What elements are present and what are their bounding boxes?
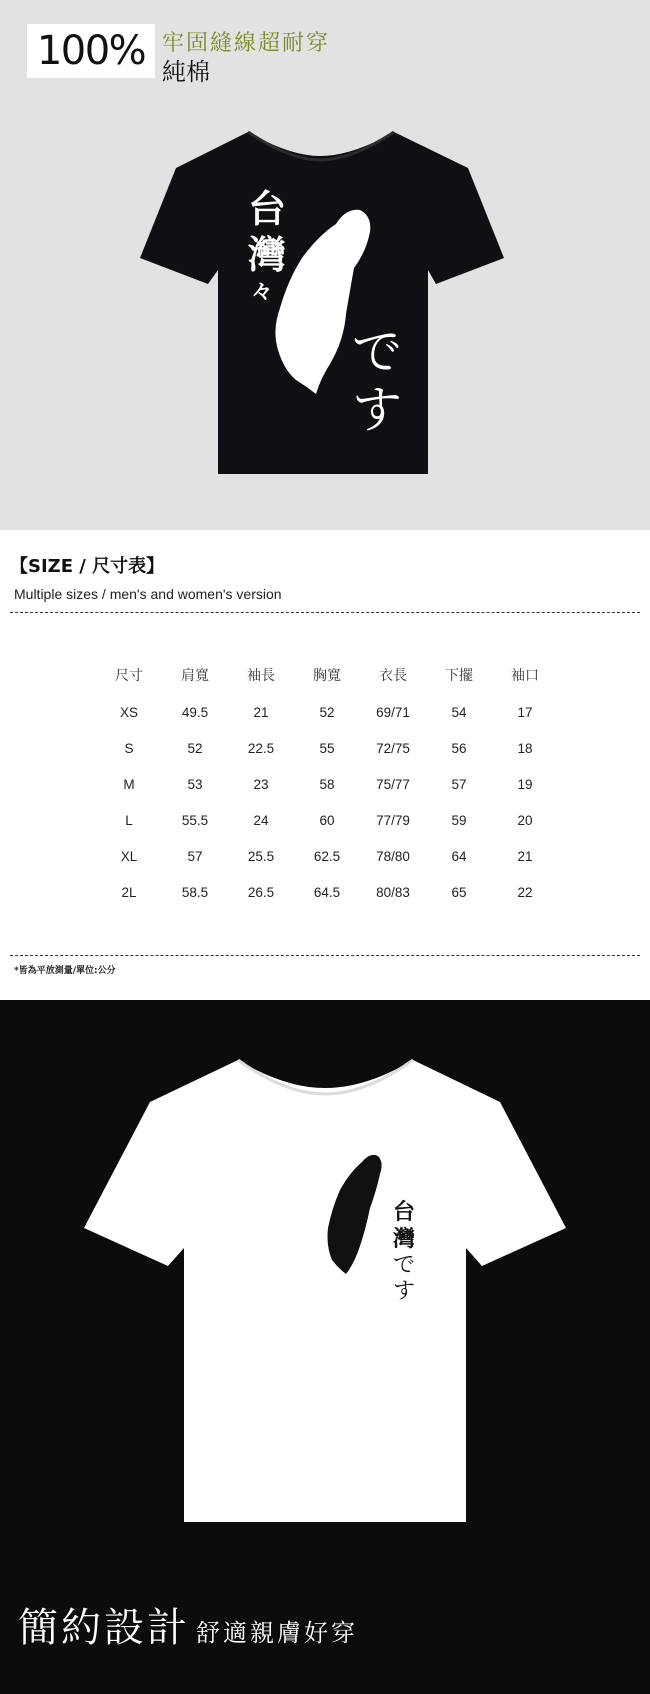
print-char-de: で <box>352 323 402 381</box>
table-cell: 49.5 <box>181 704 209 720</box>
table-cell: 21 <box>253 704 269 720</box>
table-cell: M <box>123 776 135 792</box>
slogan <box>18 1596 358 1653</box>
slogan-main: 簡約設計 <box>18 1605 190 1651</box>
table-cell: 57 <box>451 776 467 792</box>
table-row <box>96 694 558 730</box>
table-cell: 25.5 <box>247 848 275 864</box>
table-cell: 65 <box>451 884 467 900</box>
table-cell: 69/71 <box>376 704 410 720</box>
product-hero-black <box>0 0 650 530</box>
print-char-de: で <box>393 1253 416 1278</box>
table-cell: 21 <box>517 848 533 864</box>
header-cell: 下擺 <box>445 668 473 684</box>
size-section-subtitle: Multiple sizes / men's and women's version <box>14 586 282 602</box>
table-cell: 52 <box>319 704 335 720</box>
divider-top <box>10 612 640 613</box>
product-hero-white <box>0 1000 650 1694</box>
table-cell: 52 <box>187 740 203 756</box>
table-cell: 55 <box>319 740 335 756</box>
print-char-wan: 灣 <box>248 232 287 277</box>
size-table-header <box>96 656 558 694</box>
table-cell: 24 <box>253 812 269 828</box>
table-cell: L <box>125 812 133 828</box>
print-char-wan: 灣 <box>393 1226 416 1252</box>
material-label: 純棉 <box>162 58 210 86</box>
table-cell: 58 <box>319 776 335 792</box>
table-cell: 62.5 <box>313 848 341 864</box>
black-tshirt-image <box>120 118 520 488</box>
table-row <box>96 874 558 910</box>
table-cell: S <box>124 740 134 756</box>
table-cell: 72/75 <box>376 740 410 756</box>
header-cell: 衣長 <box>379 668 407 684</box>
table-row <box>96 838 558 874</box>
header-cell: 袖長 <box>247 668 275 684</box>
header-cell: 肩寬 <box>181 668 209 684</box>
table-cell: 19 <box>517 776 533 792</box>
table-cell: 17 <box>517 704 533 720</box>
print-char-su: す <box>352 381 402 439</box>
header-cell: 胸寬 <box>313 668 341 684</box>
size-section-title: 【SIZE / 尺寸表】 <box>10 556 165 577</box>
table-cell: XL <box>120 848 138 864</box>
header-cell: 袖口 <box>511 668 539 684</box>
divider-bottom <box>10 955 640 956</box>
print-char-su: す <box>393 1279 416 1304</box>
header-cell: 尺寸 <box>115 668 143 684</box>
cotton-badge <box>27 24 155 78</box>
print-char-mark: 々 <box>251 279 274 305</box>
table-cell: 54 <box>451 704 467 720</box>
table-cell: 59 <box>451 812 467 828</box>
measurement-note: *皆為平放測量/單位:公分 <box>14 966 116 976</box>
table-cell: 64 <box>451 848 467 864</box>
size-table <box>96 656 558 910</box>
table-cell: 64.5 <box>313 884 341 900</box>
table-cell: 56 <box>451 740 467 756</box>
table-cell: 60 <box>319 812 335 828</box>
table-cell: 57 <box>187 848 203 864</box>
table-row <box>96 766 558 802</box>
table-cell: 18 <box>517 740 533 756</box>
table-cell: 78/80 <box>376 848 410 864</box>
badge-percent: 100% <box>36 28 146 74</box>
table-row <box>96 730 558 766</box>
table-cell: 22 <box>517 884 533 900</box>
table-cell: 58.5 <box>181 884 209 900</box>
table-cell: 53 <box>187 776 203 792</box>
slogan-sub: 舒適親膚好穿 <box>196 1619 358 1647</box>
table-cell: XS <box>119 704 138 720</box>
durability-tagline: 牢固縫線超耐穿 <box>162 31 331 56</box>
table-cell: 55.5 <box>181 812 209 828</box>
table-cell: 26.5 <box>247 884 275 900</box>
table-cell: 2L <box>121 884 137 900</box>
table-cell: 22.5 <box>247 740 275 756</box>
table-cell: 75/77 <box>376 776 410 792</box>
table-cell: 77/79 <box>376 812 410 828</box>
print-char-tai: 台 <box>393 1199 416 1225</box>
table-cell: 80/83 <box>376 884 410 900</box>
white-tshirt-image <box>80 1052 570 1542</box>
table-row <box>96 802 558 838</box>
table-cell: 20 <box>517 812 533 828</box>
print-char-tai: 台 <box>248 186 287 231</box>
table-cell: 23 <box>253 776 269 792</box>
